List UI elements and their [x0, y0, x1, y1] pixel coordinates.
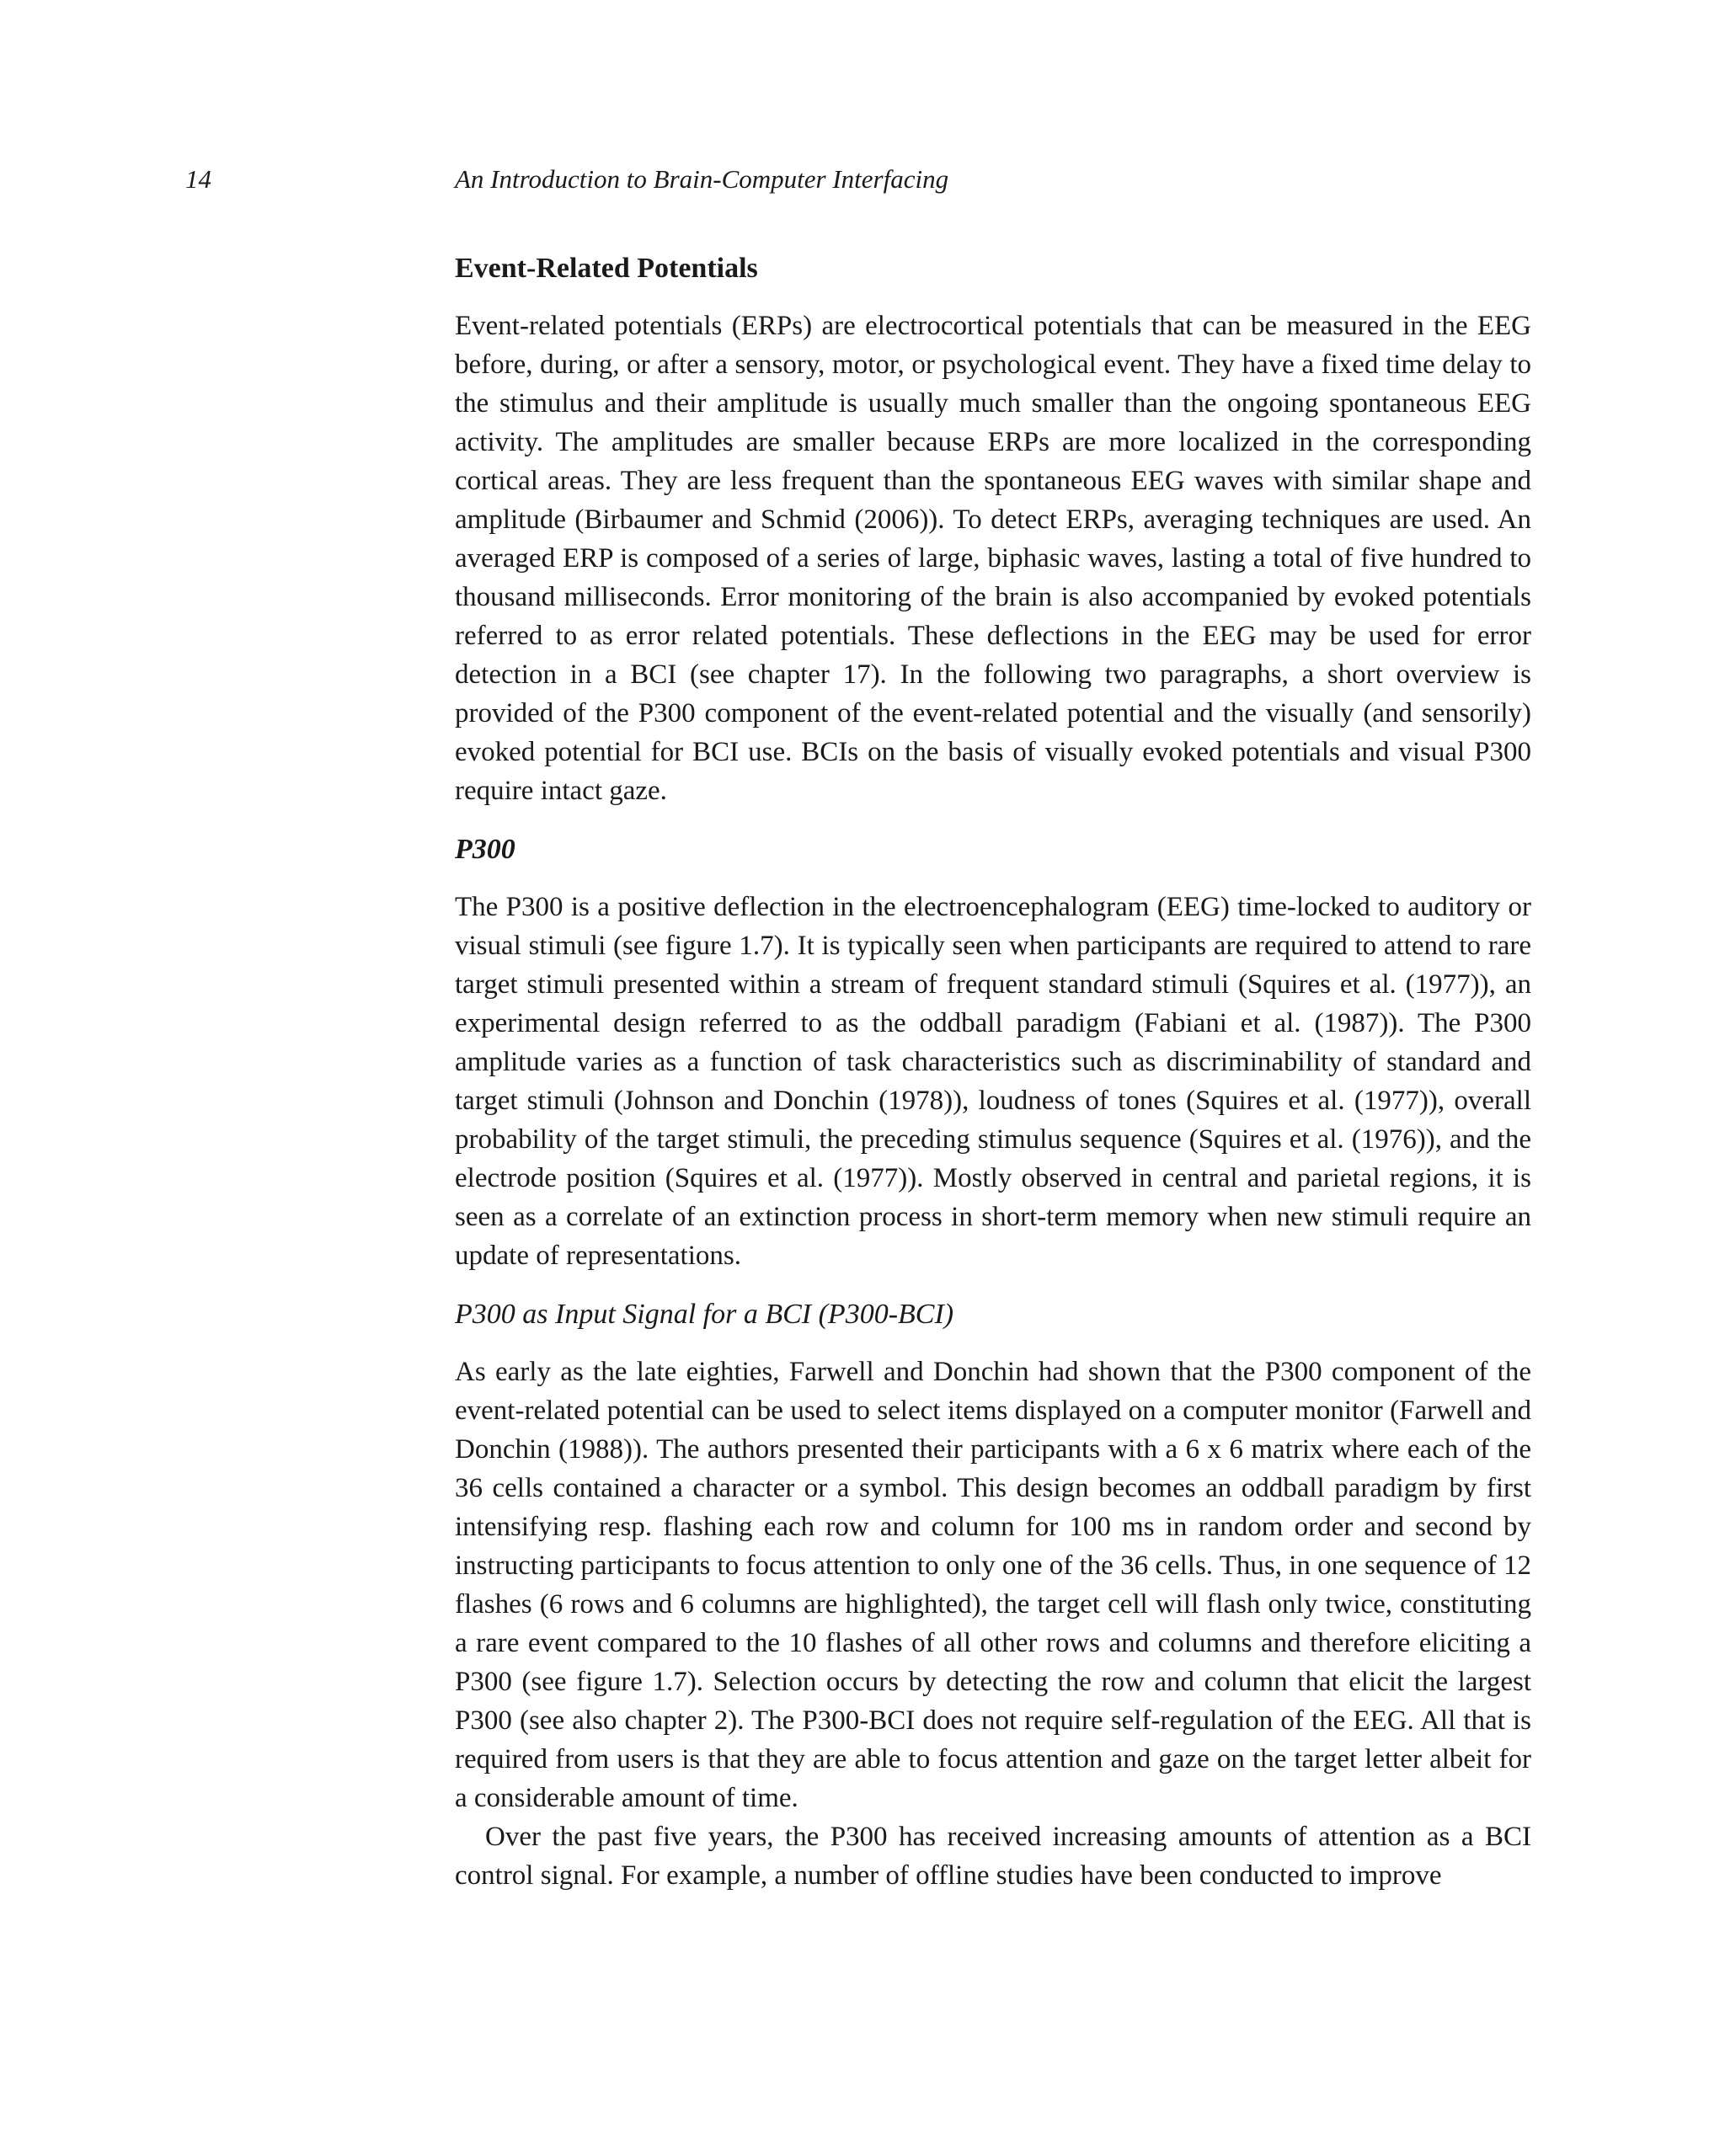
page-body	[455, 249, 1531, 1895]
subsubsection-paragraph-1: As early as the late eighties, Farwell and Donchin had shown that the P300 component of the event-related potential can be used to select items displayed on a computer monitor (Farwell and Donchin (1988)). The authors presented their participants with a 6 x 6 matrix where each of the 36 cells contained a character or a symbol. This design becomes an oddball paradigm by first intensifying resp. flashing each row and column for 100 ms in random order and second by instructing participants to focus attention to only one of the 36 cells. Thus, in one sequence of 12 flashes (6 rows and 6 columns are highlighted), the target cell will flash only twice, constituting a rare event compared to the 10 flashes of all other rows and columns and therefore eliciting a P300 (see figure 1.7). Selection occurs by detecting the row and column that elicit the largest P300 (see also chapter 2). The P300-BCI does not require self-regulation of the EEG. All that is required from users is that they are able to focus attention and gaze on the target letter albeit for a considerable amount of time.	[455, 1357, 1531, 1813]
subsection-paragraph: The P300 is a positive deflection in the electroencephalogram (EEG) time-locked to auditory or visual stimuli (see figure 1.7). It is typically seen when participants are required to attend to rare target stimuli presented within a stream of frequent standard stimuli (Squires et al. (1977)), an experimental design referred to as the oddball paradigm (Fabiani et al. (1987)). The P300 amplitude varies as a function of task characteristics such as discriminability of standard and target stimuli (Johnson and Donchin (1978)), loudness of tones (Squires et al. (1977)), overall probability of the target stimuli, the preceding stimulus sequence (Squires et al. (1976)), and the electrode position (Squires et al. (1977)). Mostly observed in central and parietal regions, it is seen as a correlate of an extinction process in short-term memory when new stimuli require an update of representations.	[455, 892, 1531, 1271]
subsubsection-paragraph-2: Over the past five years, the P300 has received increasing amounts of attention as a BCI control signal. For example, a number of offline studies have been conducted to improve	[455, 1822, 1531, 1891]
section-heading: Event-Related Potentials	[455, 253, 758, 284]
running-title: An Introduction to Brain-Computer Interfacing	[455, 164, 949, 194]
subsection-heading: P300	[455, 834, 515, 865]
page-number: 14	[185, 164, 211, 194]
section-paragraph: Event-related potentials (ERPs) are electrocortical potentials that can be measured in the EEG before, during, or after a sensory, motor, or psychological event. They have a fixed time delay to the stimulus and their amplitude is usually much smaller than the ongoing spontaneous EEG activity. The amplitudes are smaller because ERPs are more localized in the corresponding cortical areas. They are less frequent than the spontaneous EEG waves with similar shape and amplitude (Birbaumer and Schmid (2006)). To detect ERPs, averaging techniques are used. An averaged ERP is composed of a series of large, biphasic waves, lasting a total of five hundred to thousand milliseconds. Error monitoring of the brain is also accompanied by evoked potentials referred to as error related potentials. These deflections in the EEG may be used for error detection in a BCI (see chapter 17). In the following two paragraphs, a short overview is provided of the P300 component of the event-related potential and the visually (and sensorily) evoked potential for BCI use. BCIs on the basis of visually evoked potentials and visual P300 require intact gaze.	[455, 311, 1531, 806]
subsubsection-heading: P300 as Input Signal for a BCI (P300-BCI)	[455, 1299, 954, 1330]
